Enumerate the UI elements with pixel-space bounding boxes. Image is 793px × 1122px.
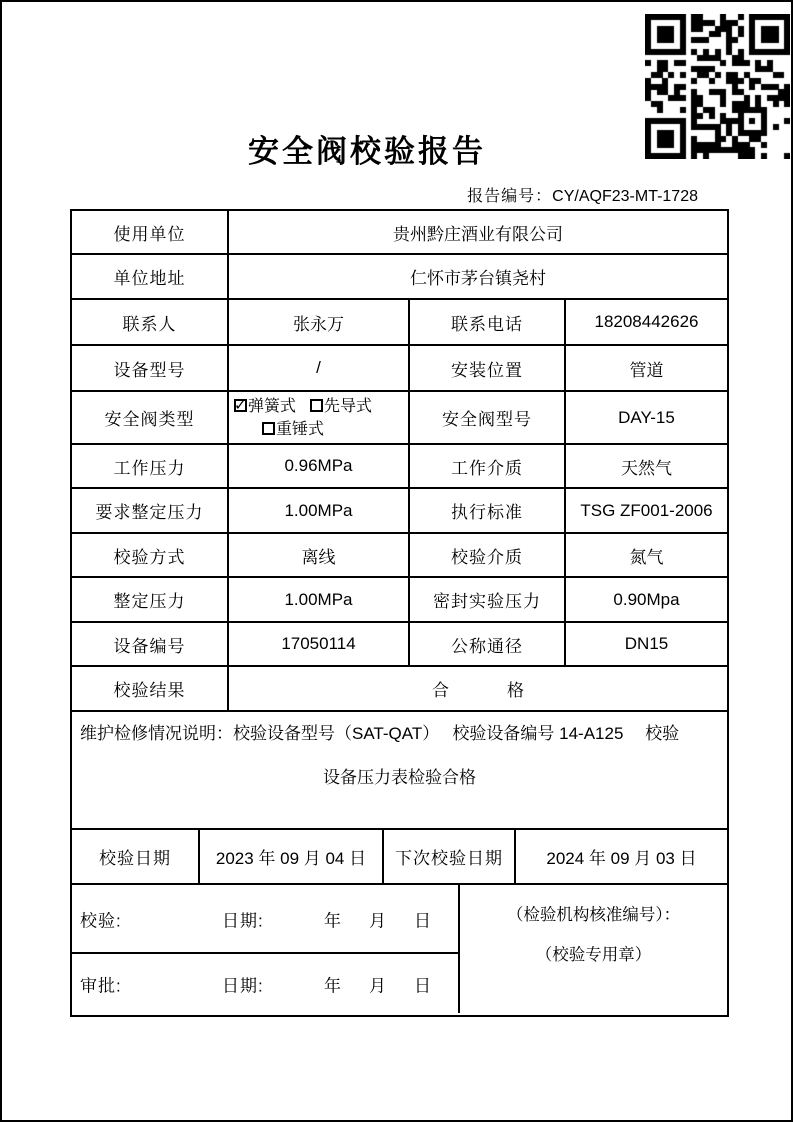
date-label: 日期:	[222, 911, 264, 930]
cell-value: 贵州黔庄酒业有限公司	[393, 224, 563, 244]
result-char: 合	[432, 681, 449, 700]
maintenance-line1: 维护检修情况说明：校验设备型号（SAT-QAT） 校验设备编号 14-A125 校验	[80, 724, 680, 743]
sign-label: 审批:	[80, 976, 122, 995]
checkbox-spring-icon	[234, 399, 247, 412]
cell-label: 校验方式	[72, 534, 229, 576]
row-required-set-pressure	[72, 489, 727, 534]
day-label: 日	[414, 976, 431, 995]
cell-label: 公称通径	[410, 623, 566, 665]
row-calibration-method	[72, 534, 727, 578]
row-contact	[72, 300, 727, 346]
row-result	[72, 667, 727, 712]
cell-label: 使用单位	[72, 211, 229, 253]
report-number-value: CY/AQF23-MT-1728	[552, 188, 698, 205]
sign-row-approver	[72, 954, 458, 1013]
checkbox-pilot-icon	[310, 399, 323, 412]
cell-label: 联系人	[72, 300, 229, 344]
cell-label: 设备型号	[72, 346, 229, 390]
row-valve-type	[72, 392, 727, 445]
cell-value: 0.96MPa	[229, 445, 410, 487]
cell-label: 校验日期	[72, 830, 200, 883]
cell-value: 1.00MPa	[229, 489, 410, 532]
cell-label: 安全阀型号	[410, 392, 566, 443]
cell-value: DN15	[624, 634, 669, 653]
page-title: 安全阀校验报告	[248, 134, 486, 169]
cell-value: TSG ZF001-2006	[580, 500, 713, 520]
cell-label: 工作介质	[410, 445, 566, 487]
cell-value: 氮气	[629, 547, 664, 567]
row-device-model	[72, 346, 727, 392]
row-address	[72, 255, 727, 300]
cell-label: 设备编号	[72, 623, 229, 665]
stamp-line2: （校验专用章）	[535, 946, 652, 964]
cell-value: 管道	[629, 360, 664, 380]
cell-label: 安装位置	[410, 346, 566, 390]
option-label: 先导式	[324, 397, 373, 415]
cell-value	[229, 667, 727, 710]
cell-label: 单位地址	[72, 255, 229, 298]
cell-value: /	[229, 346, 410, 390]
cell-value: 17050114	[229, 623, 410, 665]
valve-type-line1	[234, 395, 372, 418]
row-dates	[72, 830, 727, 885]
cell-label: 校验结果	[72, 667, 229, 710]
cell-value: 离线	[229, 534, 410, 576]
cell-label: 工作压力	[72, 445, 229, 487]
cell-label: 校验介质	[410, 534, 566, 576]
signature-section	[72, 885, 727, 1013]
maintenance-line2: 设备压力表检验合格	[323, 768, 476, 787]
cell-label: 安全阀类型	[72, 392, 229, 443]
valve-type-line2	[234, 418, 324, 441]
report-table	[70, 209, 729, 1017]
day-label: 日	[414, 911, 431, 930]
year-label: 年	[324, 976, 341, 995]
stamp-line1: （检验机构核准编号）：	[506, 906, 681, 924]
row-company	[72, 211, 727, 255]
cell-value: 2024 年 09 月 03 日	[546, 849, 697, 868]
month-label: 月	[369, 911, 386, 930]
checkbox-weight-icon	[262, 422, 275, 435]
option-label: 重锤式	[276, 420, 325, 438]
valve-type-options	[229, 392, 410, 443]
cell-value: 18208442626	[594, 312, 699, 331]
cell-label: 要求整定压力	[72, 489, 229, 532]
cell-label: 下次校验日期	[384, 830, 516, 883]
row-set-pressure	[72, 578, 727, 623]
sign-row-calibrator	[72, 885, 458, 954]
cell-value: 1.00MPa	[229, 578, 410, 621]
cell-value: 0.90Mpa	[613, 589, 680, 609]
cell-value: DAY-15	[618, 407, 675, 427]
year-label: 年	[324, 911, 341, 930]
stamp-cell	[460, 885, 727, 1013]
row-device-number	[72, 623, 727, 667]
month-label: 月	[369, 976, 386, 995]
row-working-pressure	[72, 445, 727, 489]
report-number	[467, 183, 698, 206]
report-number-label: 报告编号：	[467, 188, 553, 205]
cell-value: 2023 年 09 月 04 日	[200, 830, 384, 883]
result-char: 格	[507, 681, 524, 700]
cell-label: 联系电话	[410, 300, 566, 344]
option-label: 弹簧式	[248, 397, 297, 415]
cell-value: 仁怀市茅台镇尧村	[410, 269, 546, 288]
date-label: 日期:	[222, 976, 264, 995]
cell-label: 整定压力	[72, 578, 229, 621]
signature-left	[72, 885, 460, 1013]
cell-value: 张永万	[229, 300, 410, 344]
cell-label: 密封实验压力	[410, 578, 566, 621]
sign-label: 校验:	[80, 911, 122, 930]
row-maintenance-note	[72, 712, 727, 830]
cell-value: 天然气	[621, 458, 672, 478]
cell-label: 执行标准	[410, 489, 566, 532]
